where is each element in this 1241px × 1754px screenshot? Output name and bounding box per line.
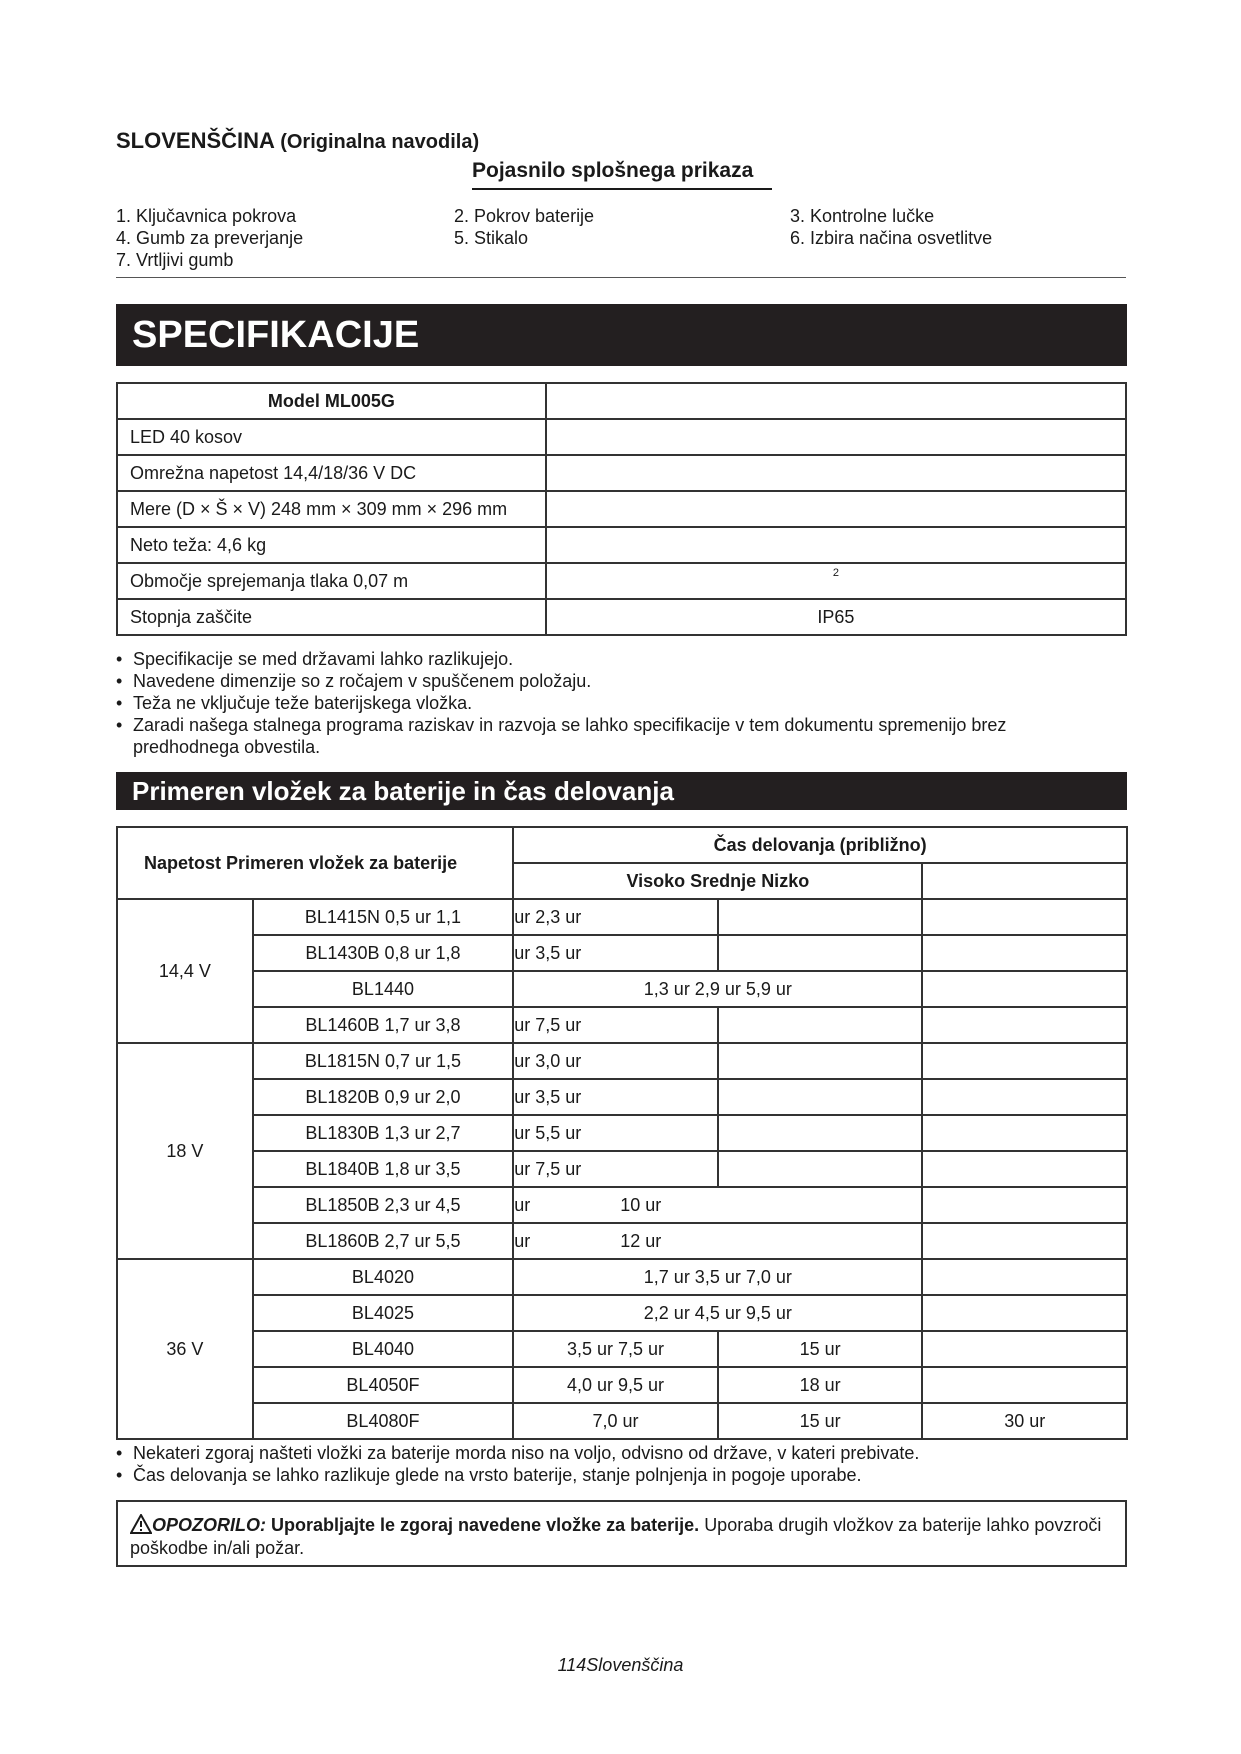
table-cell: 15 ur xyxy=(718,1403,923,1439)
table-cell xyxy=(718,1115,923,1151)
spec-label: Mere (D × Š × V) 248 mm × 309 mm × 296 mm xyxy=(117,491,546,527)
table-row xyxy=(117,1331,1127,1367)
model-cell: Model ML005G xyxy=(117,383,546,419)
spec-value xyxy=(546,491,1126,527)
table-cell: 15 ur xyxy=(718,1331,923,1367)
table-cell xyxy=(922,971,1127,1007)
table-row xyxy=(117,455,1126,491)
table-cell: BL1460B 1,7 ur 3,8 xyxy=(253,1007,513,1043)
section-divider xyxy=(116,277,1126,278)
table-cell: 2,2 ur 4,5 ur 9,5 ur xyxy=(513,1295,922,1331)
list-item: • Specifikacije se med državami lahko razlikujejo. xyxy=(116,649,514,669)
table-cell: BL1840B 1,8 ur 3,5 xyxy=(253,1151,513,1187)
part-item: 6. Izbira načina osvetlitve xyxy=(790,228,993,248)
voltage-cell: 36 V xyxy=(117,1259,253,1439)
table-cell: BL1860B 2,7 ur 5,5 xyxy=(253,1223,513,1259)
table-row xyxy=(117,1151,1127,1187)
table-cell xyxy=(922,899,1127,935)
page-footer: 114Slovenščina xyxy=(557,1655,684,1675)
list-item: • Zaradi našega stalnega programa raziskav in razvoja se lahko specifikacije v tem dokumentu spremenijo brez predhodnega obvestila. xyxy=(116,714,1116,758)
warning-box xyxy=(116,1500,1127,1567)
part-item: 3. Kontrolne lučke xyxy=(790,206,935,226)
table-cell xyxy=(922,935,1127,971)
table-cell: BL4050F xyxy=(253,1367,513,1403)
table-row xyxy=(117,599,1126,635)
spec-value xyxy=(546,419,1126,455)
warning-bold-text: Uporabljajte le zgoraj navedene vložke za baterije. xyxy=(271,1515,700,1535)
battery-section-heading: Primeren vložek za baterije in čas delovanja xyxy=(116,772,1127,810)
spec-value xyxy=(546,455,1126,491)
table-cell: ur 10 ur xyxy=(513,1187,922,1223)
table-cell: 4,0 ur 9,5 ur xyxy=(513,1367,718,1403)
language-subtitle: (Originalna navodila) xyxy=(280,131,480,153)
table-cell: ur 3,5 ur xyxy=(513,935,718,971)
time-header: Čas delovanja (približno) xyxy=(513,827,1127,863)
table-cell xyxy=(922,1187,1127,1223)
specifications-heading: SPECIFIKACIJE xyxy=(116,304,1127,366)
battery-notes xyxy=(116,1442,1126,1486)
part-item: 5. Stikalo xyxy=(454,228,529,248)
language-title xyxy=(116,128,479,154)
warning-icon xyxy=(130,1514,152,1534)
spec-label: Neto teža: 4,6 kg xyxy=(117,527,546,563)
table-row xyxy=(117,827,1127,863)
table-cell xyxy=(718,899,923,935)
table-row xyxy=(117,1043,1127,1079)
spec-label: Omrežna napetost 14,4/18/36 V DC xyxy=(117,455,546,491)
note-text: Čas delovanja se lahko razlikuje glede na vrsto baterije, stanje polnjenja in pogoje uporabe. xyxy=(133,1465,862,1485)
warning-label: OPOZORILO: xyxy=(152,1515,266,1535)
table-row xyxy=(117,563,1126,599)
table-cell: BL4025 xyxy=(253,1295,513,1331)
modes-header: Visoko Srednje Nizko xyxy=(513,863,922,899)
part-item: 7. Vrtljivi gumb xyxy=(116,250,234,270)
table-cell xyxy=(718,1043,923,1079)
table-cell: 30 ur xyxy=(922,1403,1127,1439)
list-item: • Teža ne vključuje teže baterijskega vložka. xyxy=(116,693,473,713)
table-cell: BL4040 xyxy=(253,1331,513,1367)
table-cell xyxy=(718,935,923,971)
table-cell: 1,7 ur 3,5 ur 7,0 ur xyxy=(513,1259,922,1295)
table-cell: 7,0 ur xyxy=(513,1403,718,1439)
table-cell xyxy=(922,1367,1127,1403)
table-cell: ur 7,5 ur xyxy=(513,1007,718,1043)
table-cell: ur 2,3 ur xyxy=(513,899,718,935)
table-row xyxy=(117,971,1127,1007)
table-row xyxy=(117,1403,1127,1439)
language-name: SLOVENŠČINA xyxy=(116,128,275,153)
table-cell: 18 ur xyxy=(718,1367,923,1403)
note-text: Nekateri zgoraj našteti vložki za baterije morda niso na voljo, odvisno od države, v kateri prebivate. xyxy=(133,1443,920,1463)
table-cell: ur 3,5 ur xyxy=(513,1079,718,1115)
table-cell: BL1850B 2,3 ur 4,5 xyxy=(253,1187,513,1223)
list-item: • Nekateri zgoraj našteti vložki za baterije morda niso na voljo, odvisno od države, v kateri prebivate. xyxy=(116,1443,920,1463)
spec-value-cell xyxy=(546,563,1126,599)
part-item: 4. Gumb za preverjanje xyxy=(116,228,304,248)
table-row xyxy=(117,383,1126,419)
table-cell xyxy=(718,1079,923,1115)
table-cell: ur 7,5 ur xyxy=(513,1151,718,1187)
table-cell: BL1830B 1,3 ur 2,7 xyxy=(253,1115,513,1151)
table-cell: BL1440 xyxy=(253,971,513,1007)
spec-label: LED 40 kosov xyxy=(117,419,546,455)
table-cell: ur 12 ur xyxy=(513,1223,922,1259)
table-cell: BL1415N 0,5 ur 1,1 xyxy=(253,899,513,935)
part-item: 2. Pokrov baterije xyxy=(454,206,595,226)
table-cell xyxy=(718,1151,923,1187)
table-cell: ur 3,0 ur xyxy=(513,1043,718,1079)
warning-text: Uporaba drugih vložkov za baterije lahko povzroči poškodbe in/ali požar. xyxy=(130,1515,1102,1558)
table-cell xyxy=(718,1007,923,1043)
table-row xyxy=(117,1295,1127,1331)
spec-value: 2 xyxy=(832,567,839,579)
voltage-cell: 14,4 V xyxy=(117,899,253,1043)
overview-title: Pojasnilo splošnega prikaza xyxy=(472,159,754,182)
table-cell xyxy=(922,1151,1127,1187)
table-row xyxy=(117,491,1126,527)
table-cell xyxy=(922,1043,1127,1079)
table-cell: BL1820B 0,9 ur 2,0 xyxy=(253,1079,513,1115)
table-row xyxy=(117,1079,1127,1115)
list-item: • Navedene dimenzije so z ročajem v spuščenem položaju. xyxy=(116,671,592,691)
table-row xyxy=(117,527,1126,563)
voltage-cell: 18 V xyxy=(117,1043,253,1259)
table-row xyxy=(117,1259,1127,1295)
table-row xyxy=(117,419,1126,455)
table-cell: BL1815N 0,7 ur 1,5 xyxy=(253,1043,513,1079)
specifications-table xyxy=(116,382,1127,636)
table-cell xyxy=(922,1079,1127,1115)
table-row xyxy=(117,1115,1127,1151)
voltage-cartridge-header: Napetost Primeren vložek za baterije xyxy=(117,827,513,899)
table-row xyxy=(117,935,1127,971)
spec-label: Stopnja zaščite xyxy=(117,599,546,635)
overview-underline xyxy=(472,188,772,190)
table-cell xyxy=(922,1007,1127,1043)
table-cell: BL1430B 0,8 ur 1,8 xyxy=(253,935,513,971)
table-cell: BL4080F xyxy=(253,1403,513,1439)
spec-value: IP65 xyxy=(546,599,1126,635)
spec-label: Območje sprejemanja tlaka 0,07 m xyxy=(117,563,546,599)
note-text: Zaradi našega stalnega programa raziskav in razvoja se lahko specifikacije v tem dokumentu spremenijo brez predhodnega obvestila. xyxy=(133,715,1007,757)
table-cell xyxy=(922,863,1127,899)
table-row xyxy=(117,1007,1127,1043)
table-cell xyxy=(922,1331,1127,1367)
battery-table xyxy=(116,826,1128,1440)
note-text: Teža ne vključuje teže baterijskega vložka. xyxy=(133,693,473,713)
table-cell xyxy=(546,383,1126,419)
table-cell: 3,5 ur 7,5 ur xyxy=(513,1331,718,1367)
list-item: • Čas delovanja se lahko razlikuje glede na vrsto baterije, stanje polnjenja in pogoje uporabe. xyxy=(116,1465,862,1485)
table-cell xyxy=(922,1259,1127,1295)
table-cell: 1,3 ur 2,9 ur 5,9 ur xyxy=(513,971,922,1007)
table-row xyxy=(117,1367,1127,1403)
note-text: Navedene dimenzije so z ročajem v spuščenem položaju. xyxy=(133,671,592,691)
part-item: 1. Ključavnica pokrova xyxy=(116,206,297,226)
note-text: Specifikacije se med državami lahko razlikujejo. xyxy=(133,649,514,669)
table-row xyxy=(117,899,1127,935)
table-cell xyxy=(922,1295,1127,1331)
spec-notes xyxy=(116,648,1116,758)
table-cell xyxy=(922,1223,1127,1259)
table-cell xyxy=(922,1115,1127,1151)
table-row xyxy=(117,1223,1127,1259)
table-row xyxy=(117,1187,1127,1223)
spec-value xyxy=(546,527,1126,563)
table-cell: ur 5,5 ur xyxy=(513,1115,718,1151)
table-cell: BL4020 xyxy=(253,1259,513,1295)
